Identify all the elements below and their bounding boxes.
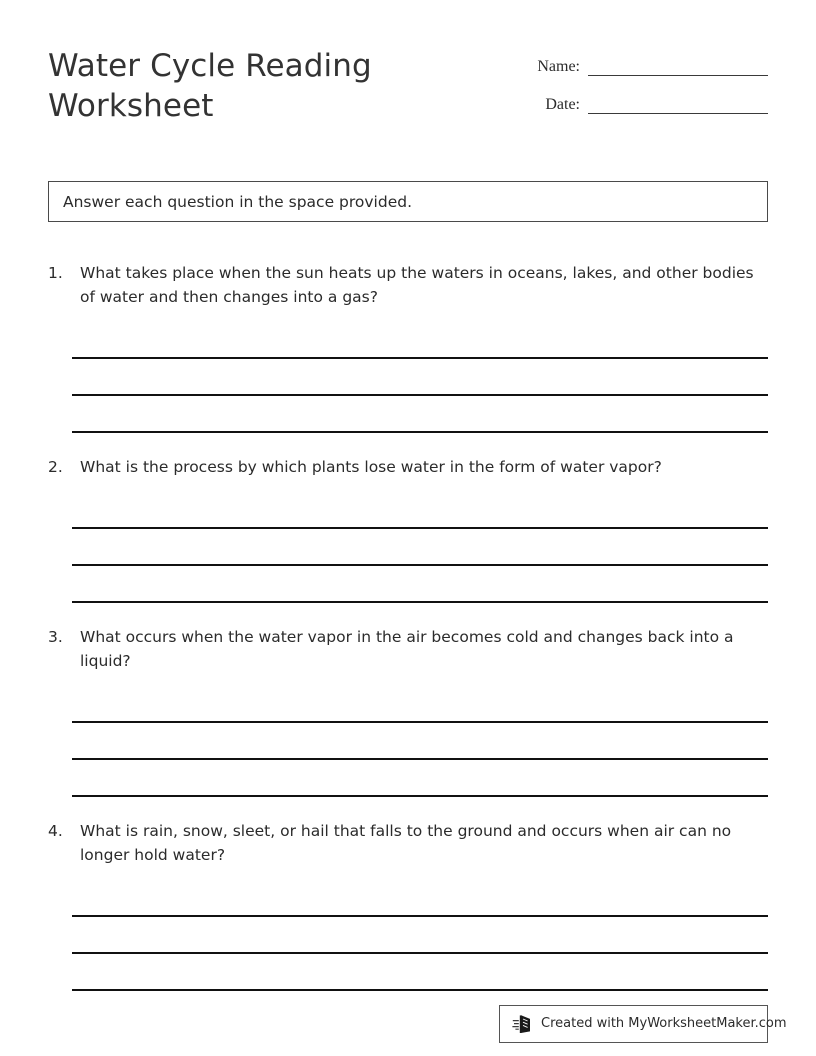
name-label: Name: <box>537 58 580 75</box>
date-label: Date: <box>545 96 580 113</box>
question-row <box>48 625 768 673</box>
question-row <box>48 819 768 867</box>
questions-list <box>48 261 768 1013</box>
answer-lines-group <box>48 881 768 991</box>
name-field-row <box>480 50 768 76</box>
question-row <box>48 455 768 479</box>
footer-badge-text: Created with MyWorksheetMaker.com <box>541 1016 787 1031</box>
answer-line[interactable] <box>72 917 768 954</box>
answer-line[interactable] <box>72 723 768 760</box>
answer-line[interactable] <box>72 529 768 566</box>
question-text: What is the process by which plants lose water in the form of water vapor? <box>80 458 662 476</box>
worksheet-header <box>48 44 768 126</box>
question-text: What takes place when the sun heats up the waters in oceans, lakes, and other bodies of water and then changes into a gas? <box>80 264 754 306</box>
answer-line[interactable] <box>72 881 768 917</box>
instructions-box <box>48 181 768 222</box>
answer-line[interactable] <box>72 493 768 529</box>
answer-lines-group <box>48 687 768 797</box>
question-number: 1. <box>48 264 63 282</box>
question-number: 3. <box>48 628 63 646</box>
answer-line[interactable] <box>72 323 768 359</box>
question-text: What occurs when the water vapor in the air becomes cold and changes back into a liquid? <box>80 628 734 670</box>
answer-line[interactable] <box>72 566 768 603</box>
name-date-group <box>480 44 768 126</box>
question-number: 4. <box>48 822 63 840</box>
date-input-rule[interactable] <box>588 95 768 114</box>
worksheet-maker-logo-icon <box>512 1014 534 1034</box>
answer-line[interactable] <box>72 760 768 797</box>
name-input-rule[interactable] <box>588 57 768 76</box>
question-row <box>48 261 768 309</box>
answer-line[interactable] <box>72 954 768 991</box>
question-text: What is rain, snow, sleet, or hail that falls to the ground and occurs when air can no longer hold water? <box>80 822 732 864</box>
question-block <box>48 819 768 991</box>
question-block <box>48 261 768 433</box>
answer-line[interactable] <box>72 359 768 396</box>
date-field-row <box>480 88 768 114</box>
question-number: 2. <box>48 458 63 476</box>
answer-lines-group <box>48 493 768 603</box>
question-block <box>48 625 768 797</box>
answer-line[interactable] <box>72 396 768 433</box>
instructions-text: Answer each question in the space provided. <box>63 192 413 211</box>
footer-badge[interactable] <box>499 1005 787 1043</box>
page-title: Water Cycle Reading Worksheet <box>48 48 372 124</box>
answer-lines-group <box>48 323 768 433</box>
question-block <box>48 455 768 603</box>
answer-line[interactable] <box>72 687 768 723</box>
